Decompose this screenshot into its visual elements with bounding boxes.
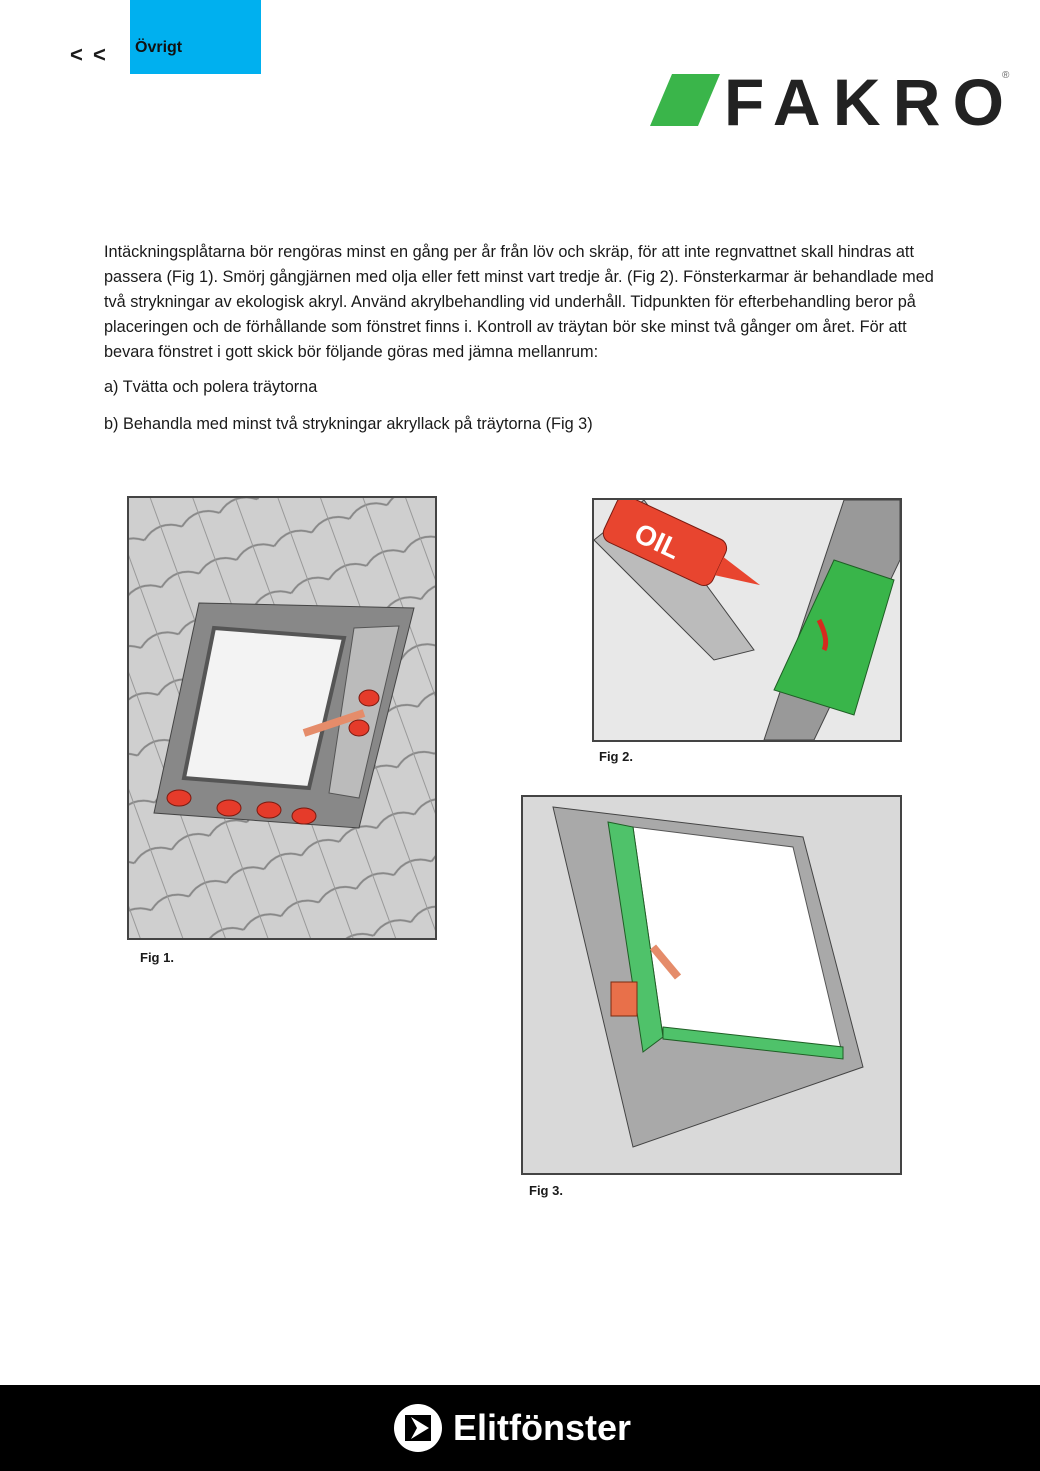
back-button[interactable]: < < [70, 42, 108, 67]
oil-tube-label: OIL [629, 517, 686, 566]
step-b: b) Behandla med minst två strykningar akryllack på träytorna (Fig 3) [104, 415, 593, 433]
intro-paragraph: Intäckningsplåtarna bör rengöras minst en gång per år från löv och skräp, för att inte regnvattnet skall hindras att passera (Fig 1). Smörj gångjärnen med olja eller fett minst vart tredje år. (Fig 2). Fönsterkarmar är behandlade med två strykningar av ekologisk akryl. Använd akrylbehandling vid underhåll. Tidpunkten för efterbehandling beror på placeringen och de förhållande som fönstret finns i. Kontroll av träytan bör ske minst två gånger om året. För att bevara fönstret i gott skick bör följande göras med jämna mellanrum: [104, 243, 934, 361]
fakro-logo [650, 68, 1010, 130]
instructions-text [104, 240, 934, 447]
figure-1-caption: Fig 1. [140, 950, 174, 965]
figure-3-caption: Fig 3. [529, 1183, 563, 1198]
elitfonster-emblem-icon [393, 1403, 443, 1453]
section-tab-label: Övrigt [135, 39, 183, 56]
brand-name: Elitfönster [453, 1407, 632, 1448]
logo-text: FAKRO [724, 68, 1004, 130]
figure-2-caption: Fig 2. [599, 749, 633, 764]
figure-3-paint-frame [521, 795, 902, 1175]
elitfonster-logo [393, 1403, 631, 1453]
footer [0, 1385, 1040, 1471]
svg-text:®: ® [1002, 70, 1010, 81]
figure-1-roof-window [127, 496, 437, 940]
figure-2-hinge-oil [592, 498, 902, 742]
section-tab[interactable] [130, 0, 261, 74]
step-a: a) Tvätta och polera träytorna [104, 378, 318, 396]
